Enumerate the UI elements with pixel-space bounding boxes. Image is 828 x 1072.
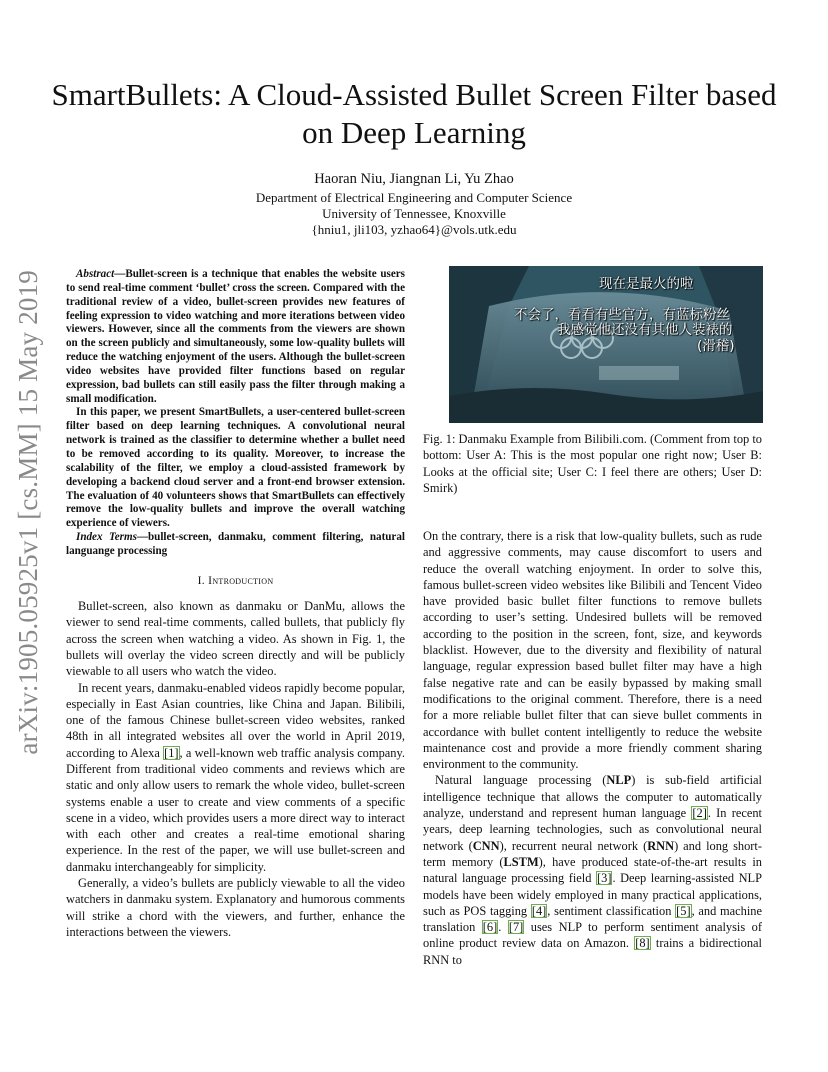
danmaku-bullet-3: 我感觉他还没有其他人装裱的 xyxy=(557,322,733,338)
p2-text-12: trains a bidirectional RNN to xyxy=(423,936,762,967)
index-terms-text: —bullet-screen, danmaku, comment filtering, natural languange processing xyxy=(66,531,405,557)
right-paragraph-1: On the contrary, there is a risk that low-quality bullets, such as rude and aggressive comments, may cause discomfort to users and reduce the overall watching enjoyment. In order to solve this, famous bullet-screen video websites like Bilibili and Tencent Video have provided basic bullet filter functions to remove bullets according to user’s setting. Undesired bullets will be removed according to the position in the screen, font, size, and keywords blacklist. However, due to the diversity and flexibility of natural language, regular expression based bullet filter may have a high false negative rate and can be easily bypassed by making small modifications to the original comment. Therefore, there is a need for a more reliable bullet filter that can sieve bullet comments in accordance with bullet content intelligently to reduce the website maintenance cost and provide a more friendly comment sharing environment to the community. xyxy=(423,529,762,772)
citation-link-4[interactable]: [4] xyxy=(531,903,547,918)
intro-paragraph-2-text-a: In recent years, danmaku-enabled videos rapidly become popular, especially in East Asian countries, like China and Japan. Bilibili, one of the famous Chinese bullet-screen video websites, ranked 48th in all integrated websites all over the world in April 2019, according to Alexa xyxy=(66,680,405,760)
acronym-nlp: NLP xyxy=(606,773,632,788)
citation-link-1[interactable]: [1] xyxy=(164,745,179,760)
index-terms xyxy=(66,531,405,559)
index-terms-label: Index Terms xyxy=(76,531,137,544)
danmaku-bullet-2: 不会了，看看有些官方，有蓝标粉丝 xyxy=(514,307,730,323)
abstract-label: Abstract xyxy=(76,268,115,280)
citation-link-2[interactable]: [2] xyxy=(692,806,707,821)
p2-text-5: ) and long short-term memory ( xyxy=(423,838,763,869)
abstract-paragraph-2: In this paper, we present SmartBullets, a user-centered bullet-screen filter based on deep learning techniques. A convolutional neural network is trained as the classifier to determine whether a bullet need to be removed according to its quality. Moreover, to increase the scalability of the filter, we employ a cloud-assisted framework by developing a backend cloud server and a front-end browser extension. The evaluation of 40 volunteers shows that SmartBullets can effectively remove the low-quality bullets and improve the overall watching experience of viewers. xyxy=(66,406,405,530)
p2-text-6: ), have produced state-of-the-art results in natural language processing field xyxy=(423,854,762,886)
citation-link-7[interactable]: [7] xyxy=(508,920,524,935)
acronym-rnn: RNN xyxy=(647,838,675,853)
citation-link-3[interactable]: [3] xyxy=(597,871,612,886)
abstract-text-1: —Bullet-screen is a technique that enables the website users to send real-time comment ‘bullet’ cross the screen. Compared with the traditional review of a video, bullet-screen provides new features of feeling expression to video watching and more iterations between video viewers. However, since all the comments from the viewers are shown on the screen publicly and simultaneously, some low-quality bullets will reduce the watching enjoyment of the users. Although the bullet-screen video websites have provided filter functions based on regular expression, bad bullets can still easily pass the filter through making a small modification. xyxy=(66,268,405,405)
arxiv-id-text: arXiv:1905.05925v1 [cs.MM] 15 May 2019 xyxy=(12,269,43,755)
affiliation-email: {hniu1, jli103, yzhao64}@vols.utk.edu xyxy=(311,222,517,237)
intro-paragraph-2-text-b: , a well-known web traffic analysis company. Different from traditional video comments and reviews which are static and only allow users to remark the whole video, bullet-screen systems enable a user to create and view comments of a specific scene in a video, which provides users a more direct way to interact with each other and creates a real-time emotional sharing experience. In the rest of the paper, we will use bullet-screen and danmaku interchangeably for simplicity. xyxy=(66,745,405,874)
citation-link-8[interactable]: [8] xyxy=(635,936,650,951)
acronym-lstm: LSTM xyxy=(503,854,539,869)
right-column xyxy=(423,528,762,968)
p2-text-8: , sentiment classification xyxy=(547,903,676,918)
left-column xyxy=(66,268,405,940)
section-heading-introduction xyxy=(66,573,405,589)
p2-text-2: ) is sub-field artificial intelligence technique that allows the computer to automatically analyze, understand and represent human language xyxy=(423,773,762,821)
p2-text-11: uses NLP to perform sentiment analysis of online product review data on Amazon. xyxy=(423,920,762,951)
figure-1-danmaku-screenshot xyxy=(449,266,763,423)
danmaku-bullet-1: 现在是最火的啦 xyxy=(599,276,694,292)
affiliation-department: Department of Electrical Engineering and Computer Science xyxy=(255,190,573,205)
affiliation-university: University of Tennessee, Knoxville xyxy=(322,206,506,221)
abstract-paragraph-1 xyxy=(66,268,405,406)
danmaku-bullet-4: (滑稽) xyxy=(697,338,735,354)
acronym-cnn: CNN xyxy=(472,838,500,853)
citation-link-5[interactable]: [5] xyxy=(676,903,691,918)
intro-paragraph-2 xyxy=(66,680,405,876)
paper-title: SmartBullets: A Cloud-Assisted Bullet Screen Filter based on Deep Learning xyxy=(51,77,777,150)
p2-text-4: ), recurrent neural network ( xyxy=(499,838,648,853)
intro-paragraph-1: Bullet-screen, also known as danmaku or DanMu, allows the viewer to send real-time comments, called bullets, that publicly fly across the screen when watching a video. As shown in Fig. 1, the bullets will overlay the video screen directly and will be publicly viewable to all users who watch the video. xyxy=(66,599,405,679)
p2-text-1: Natural language processing ( xyxy=(435,773,607,788)
figure-1-caption: Fig. 1: Danmaku Example from Bilibili.com. (Comment from top to bottom: User A: This is the most popular one right now; User B: Looks at the official site; User C: I feel there are others; User D: Smirk) xyxy=(423,432,762,495)
p2-text-7: . Deep learning-assisted NLP models have been widely employed in many practical applications, such as POS tagging xyxy=(423,871,762,918)
arxiv-watermark xyxy=(6,262,50,762)
section-number: I. xyxy=(197,573,209,587)
author-list: Haoran Niu, Jiangnan Li, Yu Zhao xyxy=(314,171,514,187)
p2-text-10: . xyxy=(498,920,508,935)
p2-text-9: , and machine translation xyxy=(423,903,762,935)
right-paragraph-2 xyxy=(423,772,762,968)
intro-paragraph-3: Generally, a video’s bullets are publicly viewable to all the video watchers in danmaku system. Explanatory and humorous comments will strike a chord with the viewers, and further, enhance the interactions between the viewers. xyxy=(66,876,405,939)
citation-link-6[interactable]: [6] xyxy=(482,920,498,935)
section-title: Introduction xyxy=(208,573,274,587)
p2-text-3: . In recent years, deep learning technologies, such as convolutional neural network ( xyxy=(423,806,762,853)
